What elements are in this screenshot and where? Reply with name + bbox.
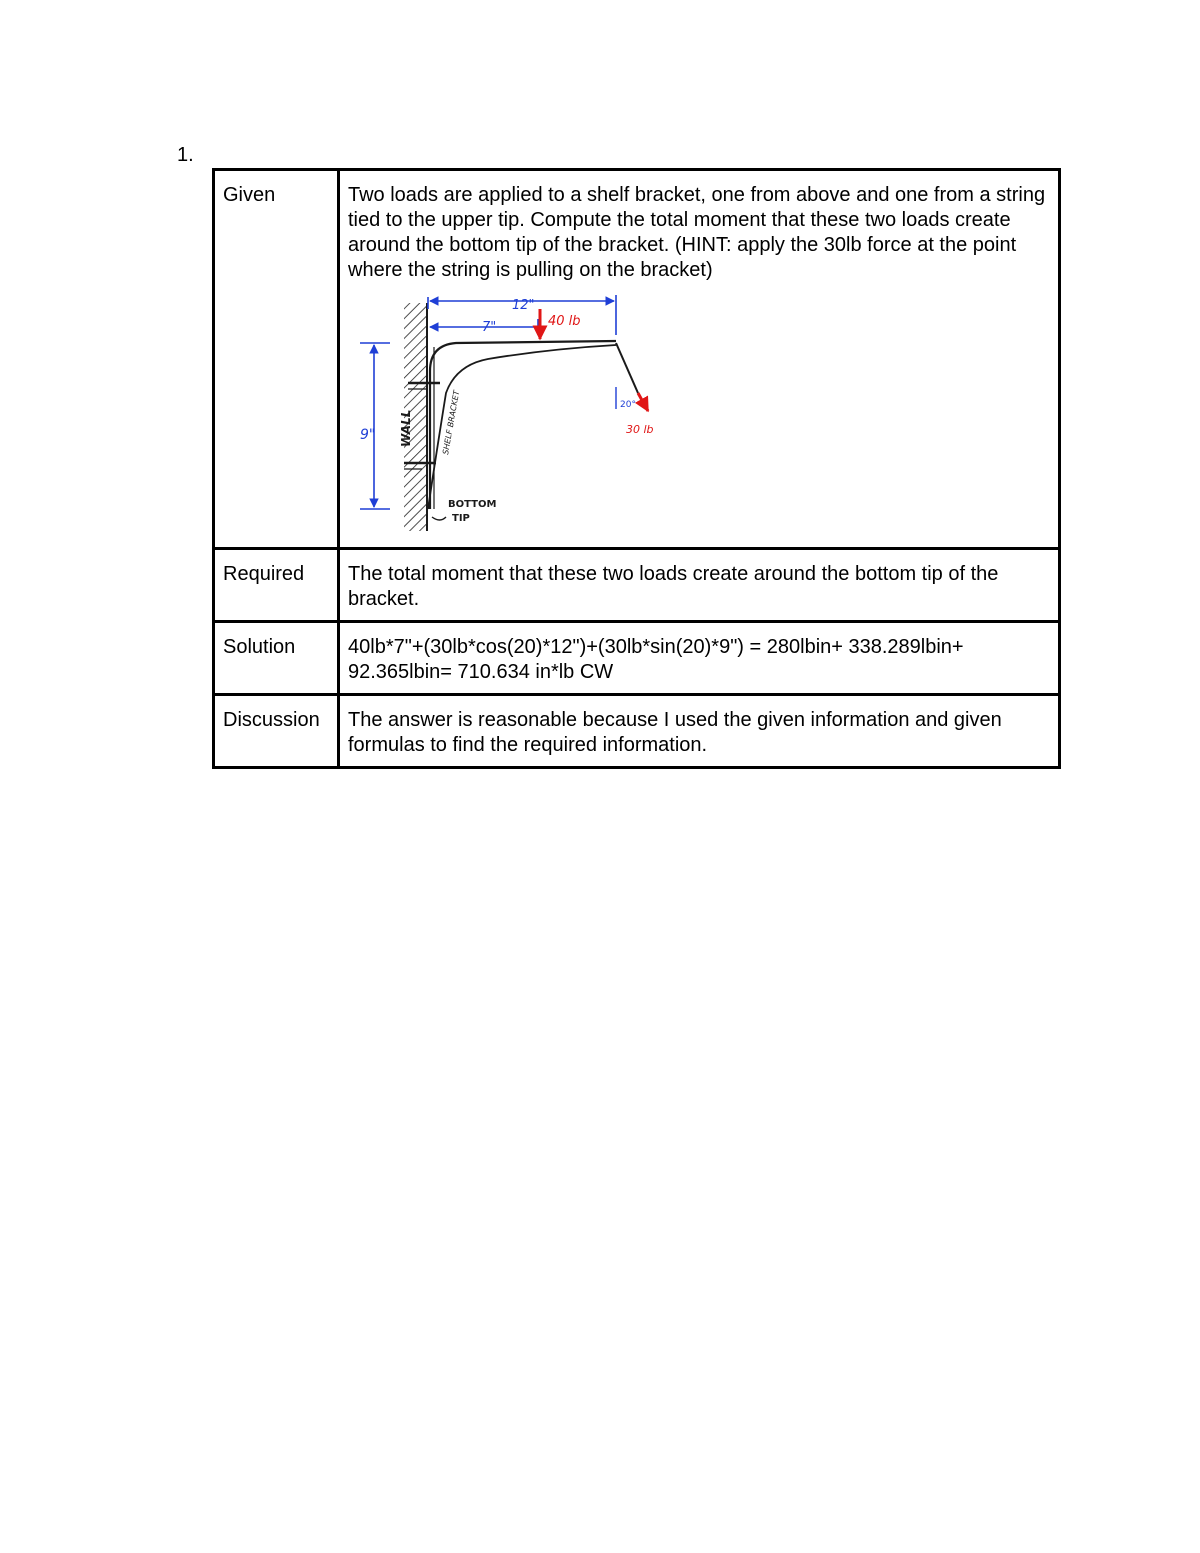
bracket-inner-edge [428,345,616,509]
table-row-required [214,549,1060,622]
row-label-given: Given [214,170,339,549]
given-text: Two loads are applied to a shelf bracket, one from above and one from a string tied to the upper tip. Compute the total moment that these two loads create around the bottom tip of the bracket. (HINT: apply the 30lb force at the point where the string is pulling on the bracket) [348,184,1046,281]
tip-pointer [432,517,446,520]
bottom-label: BOTTOM [448,499,497,510]
problem-table [212,168,1061,769]
bracket-diagram-svg [348,295,678,539]
angle-label: 20° [620,400,636,410]
row-label-solution: Solution [214,622,339,695]
string-line [616,343,638,393]
row-content-given [339,170,1060,549]
row-label-required: Required [214,549,339,622]
load-30-label: 30 lb [626,423,654,436]
table-row-solution [214,622,1060,695]
row-label-discussion: Discussion [214,695,339,768]
load-40-label: 40 lb [548,314,581,329]
dim-9-label: 9" [360,427,376,443]
row-content-required: The total moment that these two loads create around the bottom tip of the bracket. [339,549,1060,622]
table-row-discussion [214,695,1060,768]
load-30-arrow [638,393,648,411]
item-number: 1. [177,144,194,166]
row-content-discussion: The answer is reasonable because I used the given information and given formulas to find the required information. [339,695,1060,768]
shelf-bracket-diagram [348,295,1050,539]
dim-7-label: 7" [482,320,497,335]
tip-label: TIP [452,513,470,524]
bracket-top-edge [430,341,616,509]
table-row-given [214,170,1060,549]
row-content-solution: 40lb*7"+(30lb*cos(20)*12")+(30lb*sin(20)*9") = 280lbin+ 338.289lbin+ 92.365lbin= 710.634 in*lb CW [339,622,1060,695]
wall-label: WALL [399,409,413,447]
bracket-label: SHELF BRACKET [441,389,462,456]
dim-12-label: 12" [512,298,535,313]
